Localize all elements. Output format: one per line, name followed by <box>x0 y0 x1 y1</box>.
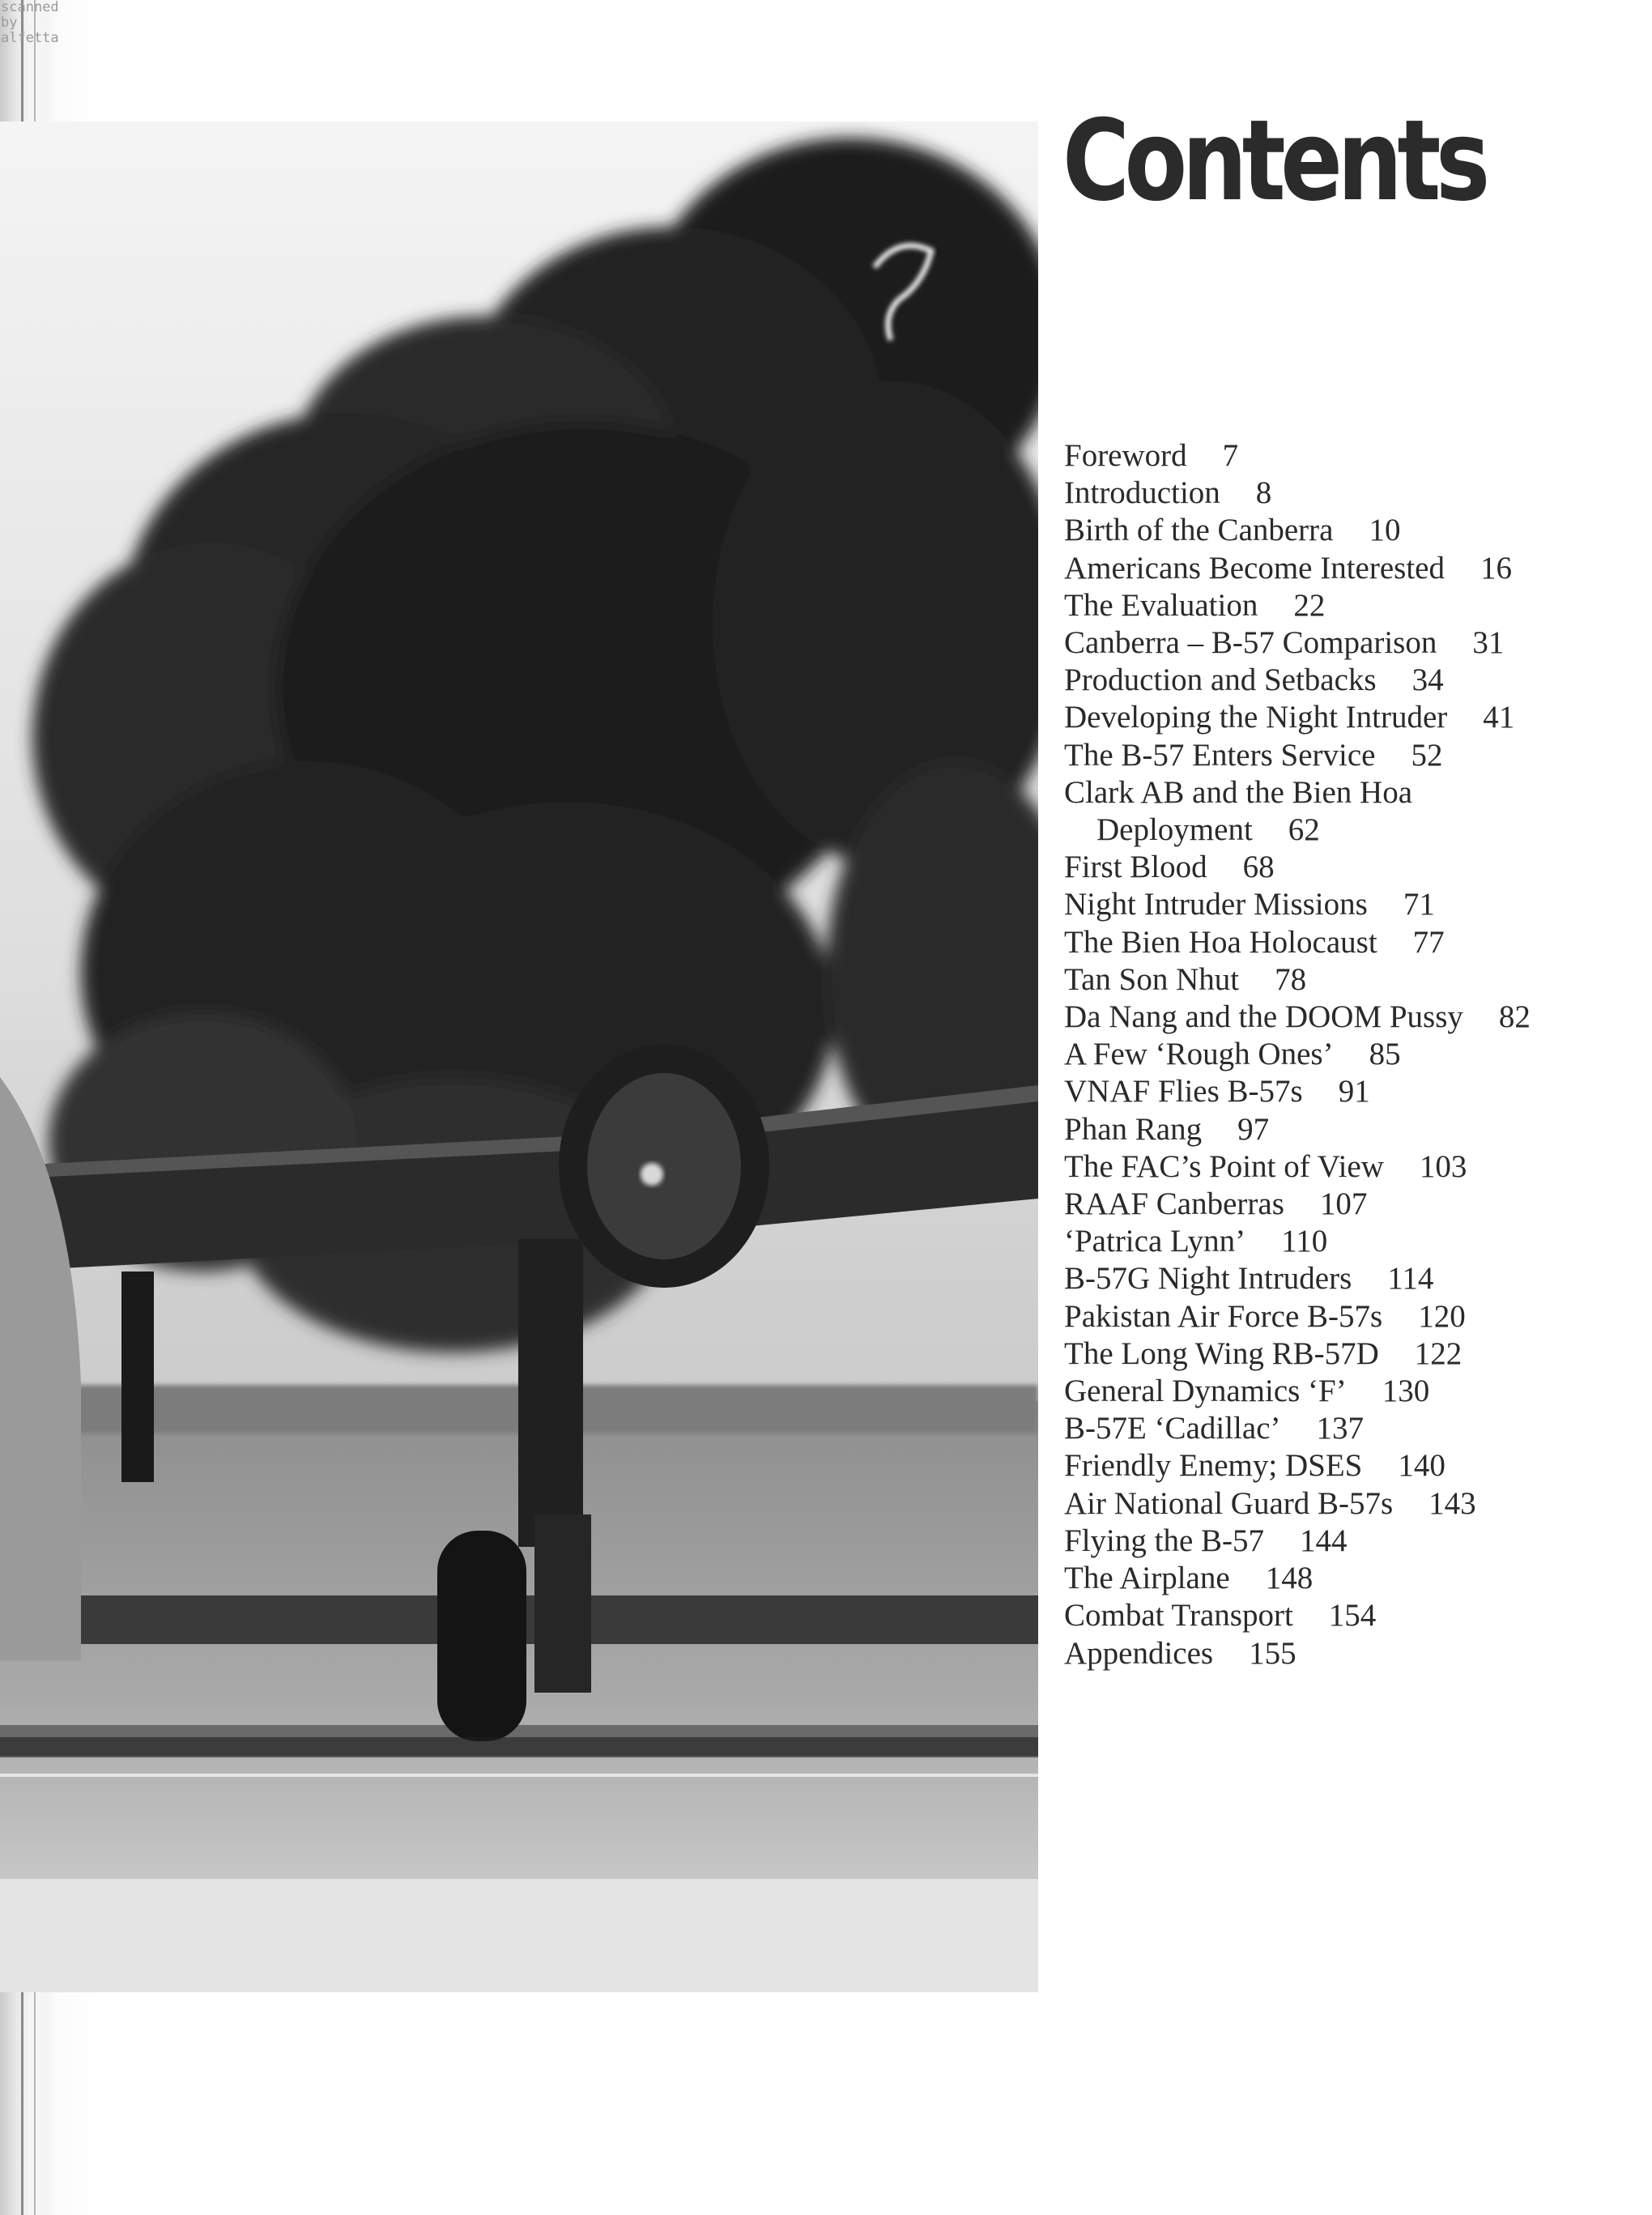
toc-entry-page: 103 <box>1419 1148 1467 1184</box>
toc-entry <box>1064 774 1550 849</box>
toc-entry-page: 137 <box>1316 1411 1364 1446</box>
landing-gear <box>518 1239 583 1547</box>
toc-entry-title: Friendly Enemy; DSES <box>1064 1448 1363 1484</box>
toc-entry-title: Night Intruder Missions <box>1064 887 1368 922</box>
toc-entry <box>1064 1298 1631 1335</box>
toc-entry <box>1064 1523 1631 1560</box>
toc-entry-title: The FAC’s Point of View <box>1064 1148 1384 1184</box>
toc-entry <box>1064 512 1631 549</box>
toc-entry-title: Production and Setbacks <box>1064 662 1377 698</box>
toc-entry <box>1064 1560 1631 1597</box>
toc-entry-title: Phan Rang <box>1064 1111 1203 1147</box>
watermark-line: alfetta <box>1 30 59 46</box>
toc-entry-page: 41 <box>1483 700 1515 735</box>
watermark-line: scanned <box>1 0 59 15</box>
toc-entry-title: B-57G Night Intruders <box>1064 1261 1352 1297</box>
toc-entry-title: RAAF Canberras <box>1064 1186 1284 1222</box>
toc-entry <box>1064 1335 1631 1373</box>
toc-entry-page: 8 <box>1255 475 1272 511</box>
toc-entry-title: Clark AB and the Bien Hoa Deployment <box>1064 774 1413 848</box>
toc-entry-page: 120 <box>1418 1298 1466 1334</box>
toc-entry-page: 82 <box>1498 999 1531 1035</box>
toc-entry-page: 16 <box>1480 550 1512 586</box>
toc-entry-page: 122 <box>1414 1335 1463 1371</box>
toc-entry-page: 62 <box>1288 812 1320 848</box>
toc-entry <box>1064 1373 1631 1410</box>
table-of-contents <box>1064 437 1631 1672</box>
toc-entry-page: 140 <box>1398 1448 1446 1484</box>
toc-entry-title: Appendices <box>1064 1635 1214 1671</box>
toc-entry-title: A Few ‘Rough Ones’ <box>1064 1037 1334 1072</box>
toc-entry <box>1064 1148 1631 1186</box>
toc-entry-page: 91 <box>1338 1074 1370 1110</box>
toc-entry <box>1064 587 1631 624</box>
toc-entry-title: First Blood <box>1064 850 1207 885</box>
toc-entry-title: The Long Wing RB-57D <box>1064 1335 1379 1371</box>
toc-entry-page: 154 <box>1328 1598 1377 1634</box>
toc-entry-title: Foreword <box>1064 438 1187 473</box>
toc-entry-title: Air National Guard B-57s <box>1064 1485 1394 1521</box>
toc-entry <box>1064 1410 1631 1447</box>
page-title: Contents <box>1062 96 1485 226</box>
toc-entry-page: 85 <box>1369 1037 1401 1072</box>
toc-entry-page: 155 <box>1249 1635 1296 1671</box>
toc-entry-title: VNAF Flies B-57s <box>1064 1074 1303 1110</box>
toc-entry-title: B-57E ‘Cadillac’ <box>1064 1411 1281 1446</box>
toc-entry <box>1064 1036 1631 1073</box>
toc-entry <box>1064 924 1631 961</box>
toc-entry-page: 31 <box>1472 625 1505 661</box>
toc-entry-title: Canberra – B-57 Comparison <box>1064 625 1437 661</box>
toc-entry-title: Americans Become Interested <box>1064 550 1445 586</box>
toc-entry-title: Pakistan Air Force B-57s <box>1064 1298 1383 1334</box>
toc-entry-title: The Evaluation <box>1064 587 1258 623</box>
toc-entry-title: The B-57 Enters Service <box>1064 737 1376 773</box>
toc-entry <box>1064 662 1631 699</box>
toc-entry <box>1064 550 1631 587</box>
toc-entry-page: 107 <box>1319 1186 1368 1222</box>
toc-entry-page: 52 <box>1411 737 1443 773</box>
toc-entry <box>1064 475 1631 512</box>
toc-entry-title: Da Nang and the DOOM Pussy <box>1064 999 1463 1035</box>
toc-entry <box>1064 737 1631 774</box>
toc-entry-page: 77 <box>1412 924 1445 960</box>
toc-entry-title: The Bien Hoa Holocaust <box>1064 924 1377 960</box>
toc-entry-title: Tan Son Nhut <box>1064 961 1240 997</box>
toc-entry <box>1064 1597 1631 1634</box>
toc-entry-title: Birth of the Canberra <box>1064 513 1334 548</box>
toc-entry-page: 144 <box>1300 1523 1348 1558</box>
watermark-line: by <box>1 15 18 31</box>
toc-entry-page: 78 <box>1275 961 1307 997</box>
toc-entry-page: 7 <box>1222 438 1239 473</box>
toc-entry <box>1064 437 1631 475</box>
toc-entry <box>1064 886 1631 923</box>
toc-entry <box>1064 999 1631 1036</box>
toc-entry <box>1064 1260 1631 1297</box>
toc-entry-title: Flying the B-57 <box>1064 1523 1265 1558</box>
toc-entry-title: General Dynamics ‘F’ <box>1064 1374 1347 1409</box>
toc-entry <box>1064 1073 1631 1110</box>
toc-entry <box>1064 1635 1631 1672</box>
toc-entry-page: 143 <box>1428 1485 1476 1521</box>
toc-entry-title: Introduction <box>1064 475 1220 511</box>
scan-watermark <box>1 0 57 46</box>
toc-entry-page: 10 <box>1369 513 1401 548</box>
toc-entry-title: ‘Patrica Lynn’ <box>1064 1224 1246 1259</box>
toc-entry-page: 148 <box>1265 1561 1314 1596</box>
toc-entry-page: 71 <box>1403 887 1435 922</box>
toc-entry <box>1064 1223 1631 1260</box>
toc-entry-title: Combat Transport <box>1064 1598 1293 1634</box>
toc-entry-page: 130 <box>1382 1374 1430 1409</box>
toc-entry <box>1064 1485 1631 1523</box>
aircraft-smoke-photo <box>0 121 1038 1992</box>
toc-entry <box>1064 849 1631 886</box>
toc-entry-page: 97 <box>1237 1111 1270 1147</box>
toc-entry-page: 68 <box>1242 850 1275 885</box>
toc-entry-title: Developing the Night Intruder <box>1064 700 1448 735</box>
toc-entry-page: 114 <box>1387 1261 1434 1297</box>
toc-entry <box>1064 1111 1631 1148</box>
toc-entry <box>1064 1186 1631 1223</box>
toc-entry-title: The Airplane <box>1064 1561 1230 1596</box>
toc-entry <box>1064 699 1631 736</box>
toc-entry-page: 110 <box>1281 1224 1328 1259</box>
toc-entry <box>1064 1447 1631 1484</box>
toc-entry <box>1064 624 1631 662</box>
toc-entry-page: 34 <box>1411 662 1444 698</box>
toc-entry-page: 22 <box>1293 587 1326 623</box>
toc-entry <box>1064 961 1631 999</box>
photo-illustration <box>0 121 1038 1992</box>
